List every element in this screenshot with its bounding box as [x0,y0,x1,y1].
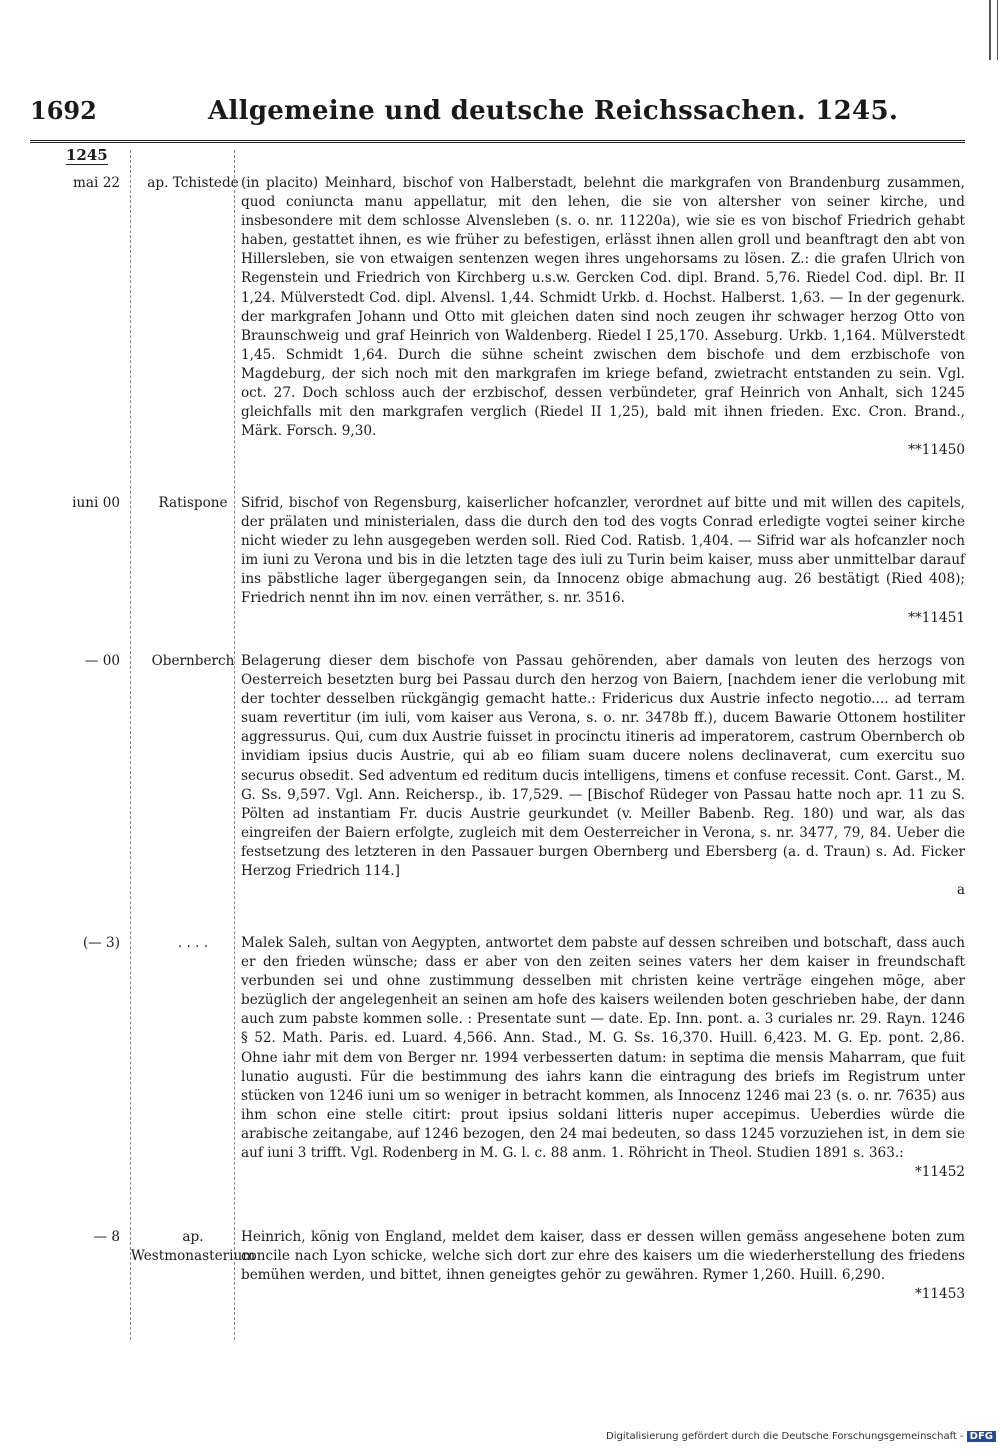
register-entry [30,652,970,924]
page-number: 1692 [30,96,97,125]
entry-regest-number: **11451 [908,609,965,626]
header-rule [30,140,965,143]
entry-body: Sifrid, bischof von Regensburg, kaiserlicher hofcanzler, verordnet auf bitte und mit willen des capitels, der prälaten und ministerialen, dass die durch den tod des vogts Conrad erledigte vogtei seiner kirche nicht wieder zu lehn ausgegeben werden soll. Ried Cod. Ratisb. 1,404. — Sifrid war als hofcanzler noch im iuni zu Verona und bis in die letzten tage des iuli zu Turin beim kaiser, muss aber unmittelbar darauf ins päbstliche lager übergegangen sein, da Innocenz obige abmachung aug. 26 bestätigt (Ried 408); Friedrich nennt ihn im nov. einen verräther, s. nr. 3516. [241,495,965,607]
register-entry [30,1228,970,1318]
entry-body: Heinrich, könig von England, meldet dem kaiser, dass er dessen willen gemäss angesehene boten zum concile nach Lyon schicke, welche sich dort zur ehre des kaisers um die wiederherstellung des friedens bemühen werden, und bittet, ihnen geneigtes gehör zu gewähren. Rymer 1,260. Huill. 6,290. [241,1229,965,1284]
register-entry [30,934,970,1218]
entry-date: mai 22 [73,175,120,191]
year-heading: 1245 [66,146,108,164]
entry-date: (— 3) [82,935,120,951]
entry-regest-number: *11452 [914,1164,965,1181]
footer-credit [606,1431,996,1442]
entry-text [241,652,965,900]
entry-text [241,1228,965,1304]
entry-regest-number: a [956,882,965,899]
entry-place: Ratispone [158,495,228,511]
entry-text [241,174,965,460]
entry-text [241,934,965,1182]
entry-body: Belagerung dieser dem bischofe von Passau gehörenden, aber damals von leuten des herzogs von Oesterreich besetzten burg bei Passau durch den herzog von Baiern, [nachdem iener die verlobung mit der tochter desselben rückgängig gemacht hatte.: Fridericus dux Austrie infecto negotio.... ad terram suam revertitur (im iuli, vom kaiser aus Verona, s. o. nr. 3478b ff.), ducem Bawarie Ottonem hostiliter aggressurus. Qui, cum dux Austrie fuisset in procinctu itineris ad imperatorem, castrum Obernberch ob invidiam ipsius ducis Austrie, qui ab eo filiam suam ducere nolens declinaverat, cum exercitu suo securus obsedit. Sed adventum ed reditum ducis intelligens, timens et confuse recessit. Cont. Garst., M. G. Ss. 9,597. Vgl. Ann. Reichersp., ib. 17,529. — [Bischof Rüdeger von Passau hatte noch apr. 11 zu S. Pölten ad instantiam Fr. ducis Austrie geurkundet (v. Meiller Babenb. Reg. 180) und war, als das eingreifen der Baiern erfolgte, zugleich mit dem Oesterreicher in Verona, s. nr. 3477, 79, 84. Ueber die festsetzung des letzteren in den Passauer burgen Obernberg und Ebersberg (a. d. Traun) s. Ad. Ficker Herzog Friedrich 114.] [241,653,965,880]
entry-regest-number: *11453 [914,1286,965,1303]
entry-body: (in placito) Meinhard, bischof von Halberstadt, belehnt die markgrafen von Brandenburg zusammen, quod coniuncta manu appellatur, mit den lehen, die sie von altersher von seiner kirche, und insbesondere mit dem schlosse Alvensleben (s. o. nr. 11220a), wie sie es von bischof Friedrich gehabt haben, gestattet ihnen, es wie früher zu befestigen, erlässt ihnen allen groll und beanftragt den abt von Hillersleben, sie von etwaigen sentenzen wegen ihres ungehorsams zu lösen. Z.: die grafen Ulrich von Regenstein und Friedrich von Kirchberg u.s.w. Gercken Cod. dipl. Brand. 5,76. Riedel Cod. dipl. Br. II 1,24. Mülverstedt Cod. dipl. Alvensl. 1,44. Schmidt Urkb. d. Hochst. Halberst. 1,63. — In der gegenurk. der markgrafen Johann und Otto mit gleichen daten sind noch zeugen ihr schwager herzog Otto von Braunschweig und graf Heinrich von Waldenberg. Riedel I 25,170. Asseburg. Urkb. 1,164. Mülverstedt 1,45. Schmidt 1,64. Durch die sühne scheint zwischen dem bischofe und dem erzbischofe von Magdeburg, der sich noch mit den markgrafen im kriege befand, zwietracht entstanden zu sein. Vgl. oct. 27. Doch schloss auch der erzbischof, dessen verbündeter, graf Heinrich von Anhalt, sich 1245 gleichfalls mit den markgrafen verglich (Riedel II 1,25), bald mit ihnen frieden. Exc. Cron. Brand., Märk. Forsch. 9,30. [241,175,965,440]
footer-text: Digitalisierung gefördert durch die Deutsche Forschungsgemeinschaft - [606,1431,964,1442]
entry-text [241,494,965,628]
register-entry [30,174,970,490]
page-title: Allgemeine und deutsche Reichssachen. 1245. [208,96,899,126]
entry-place: ap. Westmonasterium [130,1229,256,1265]
register-entry [30,494,970,649]
scan-edge-mark [989,0,998,60]
entry-regest-number: **11450 [908,442,965,459]
entry-date: — 00 [84,653,120,669]
entry-body: Malek Saleh, sultan von Aegypten, antwortet dem pabste auf dessen schreiben und botschaft, dass auch er den frieden wünsche; dass er aber von den zeiten seines vaters her dem kaiser in freundschaft verbunden sei und ohne zustimmung desselben mit christen keine verträge eingehen möge, aber bezüglich der angelegenheit an seinen am hofe des kaisers weilenden boten geschrieben habe, der dann auch zum pabste kommen solle. : Presentate sunt — date. Ep. Inn. pont. a. 3 curiales nr. 29. Rayn. 1246 § 52. Math. Paris. ed. Luard. 4,566. Ann. Stad., M. G. Ss. 16,370. Huill. 6,423. M. G. Ep. pont. 2,86. Ohne iahr mit dem von Berger nr. 1994 verbesserten datum: in septima die mensis Maharram, que fuit lunatio augusti. Für die bestimmung des iahrs kann die eintragung des briefs im Registrum unter stücken von 1246 iuni um so weniger in betracht kommen, als Innocenz 1246 mai 23 (s. o. nr. 7635) aus ihm schon eine stelle citirt: prout ipsius soldani litteris nuper accepimus. Ueberdies würde die arabische zeitangabe, auf 1246 bezogen, den 24 mai bedeuten, so dass 1245 vorzuziehen ist, in dem sie auf iuni 3 trifft. Vgl. Rodenberg in M. G. l. c. 88 anm. 1. Röhricht in Theol. Studien 1891 s. 363.: [241,935,965,1162]
entry-place: ap. Tchistede [147,175,239,191]
page-header [30,96,970,136]
dfg-logo: DFG [967,1431,996,1442]
entry-place: . . . . [177,935,209,951]
entry-place: Obernberch [151,653,235,669]
entry-date: iuni 00 [72,495,120,511]
entry-date: — 8 [93,1229,120,1245]
